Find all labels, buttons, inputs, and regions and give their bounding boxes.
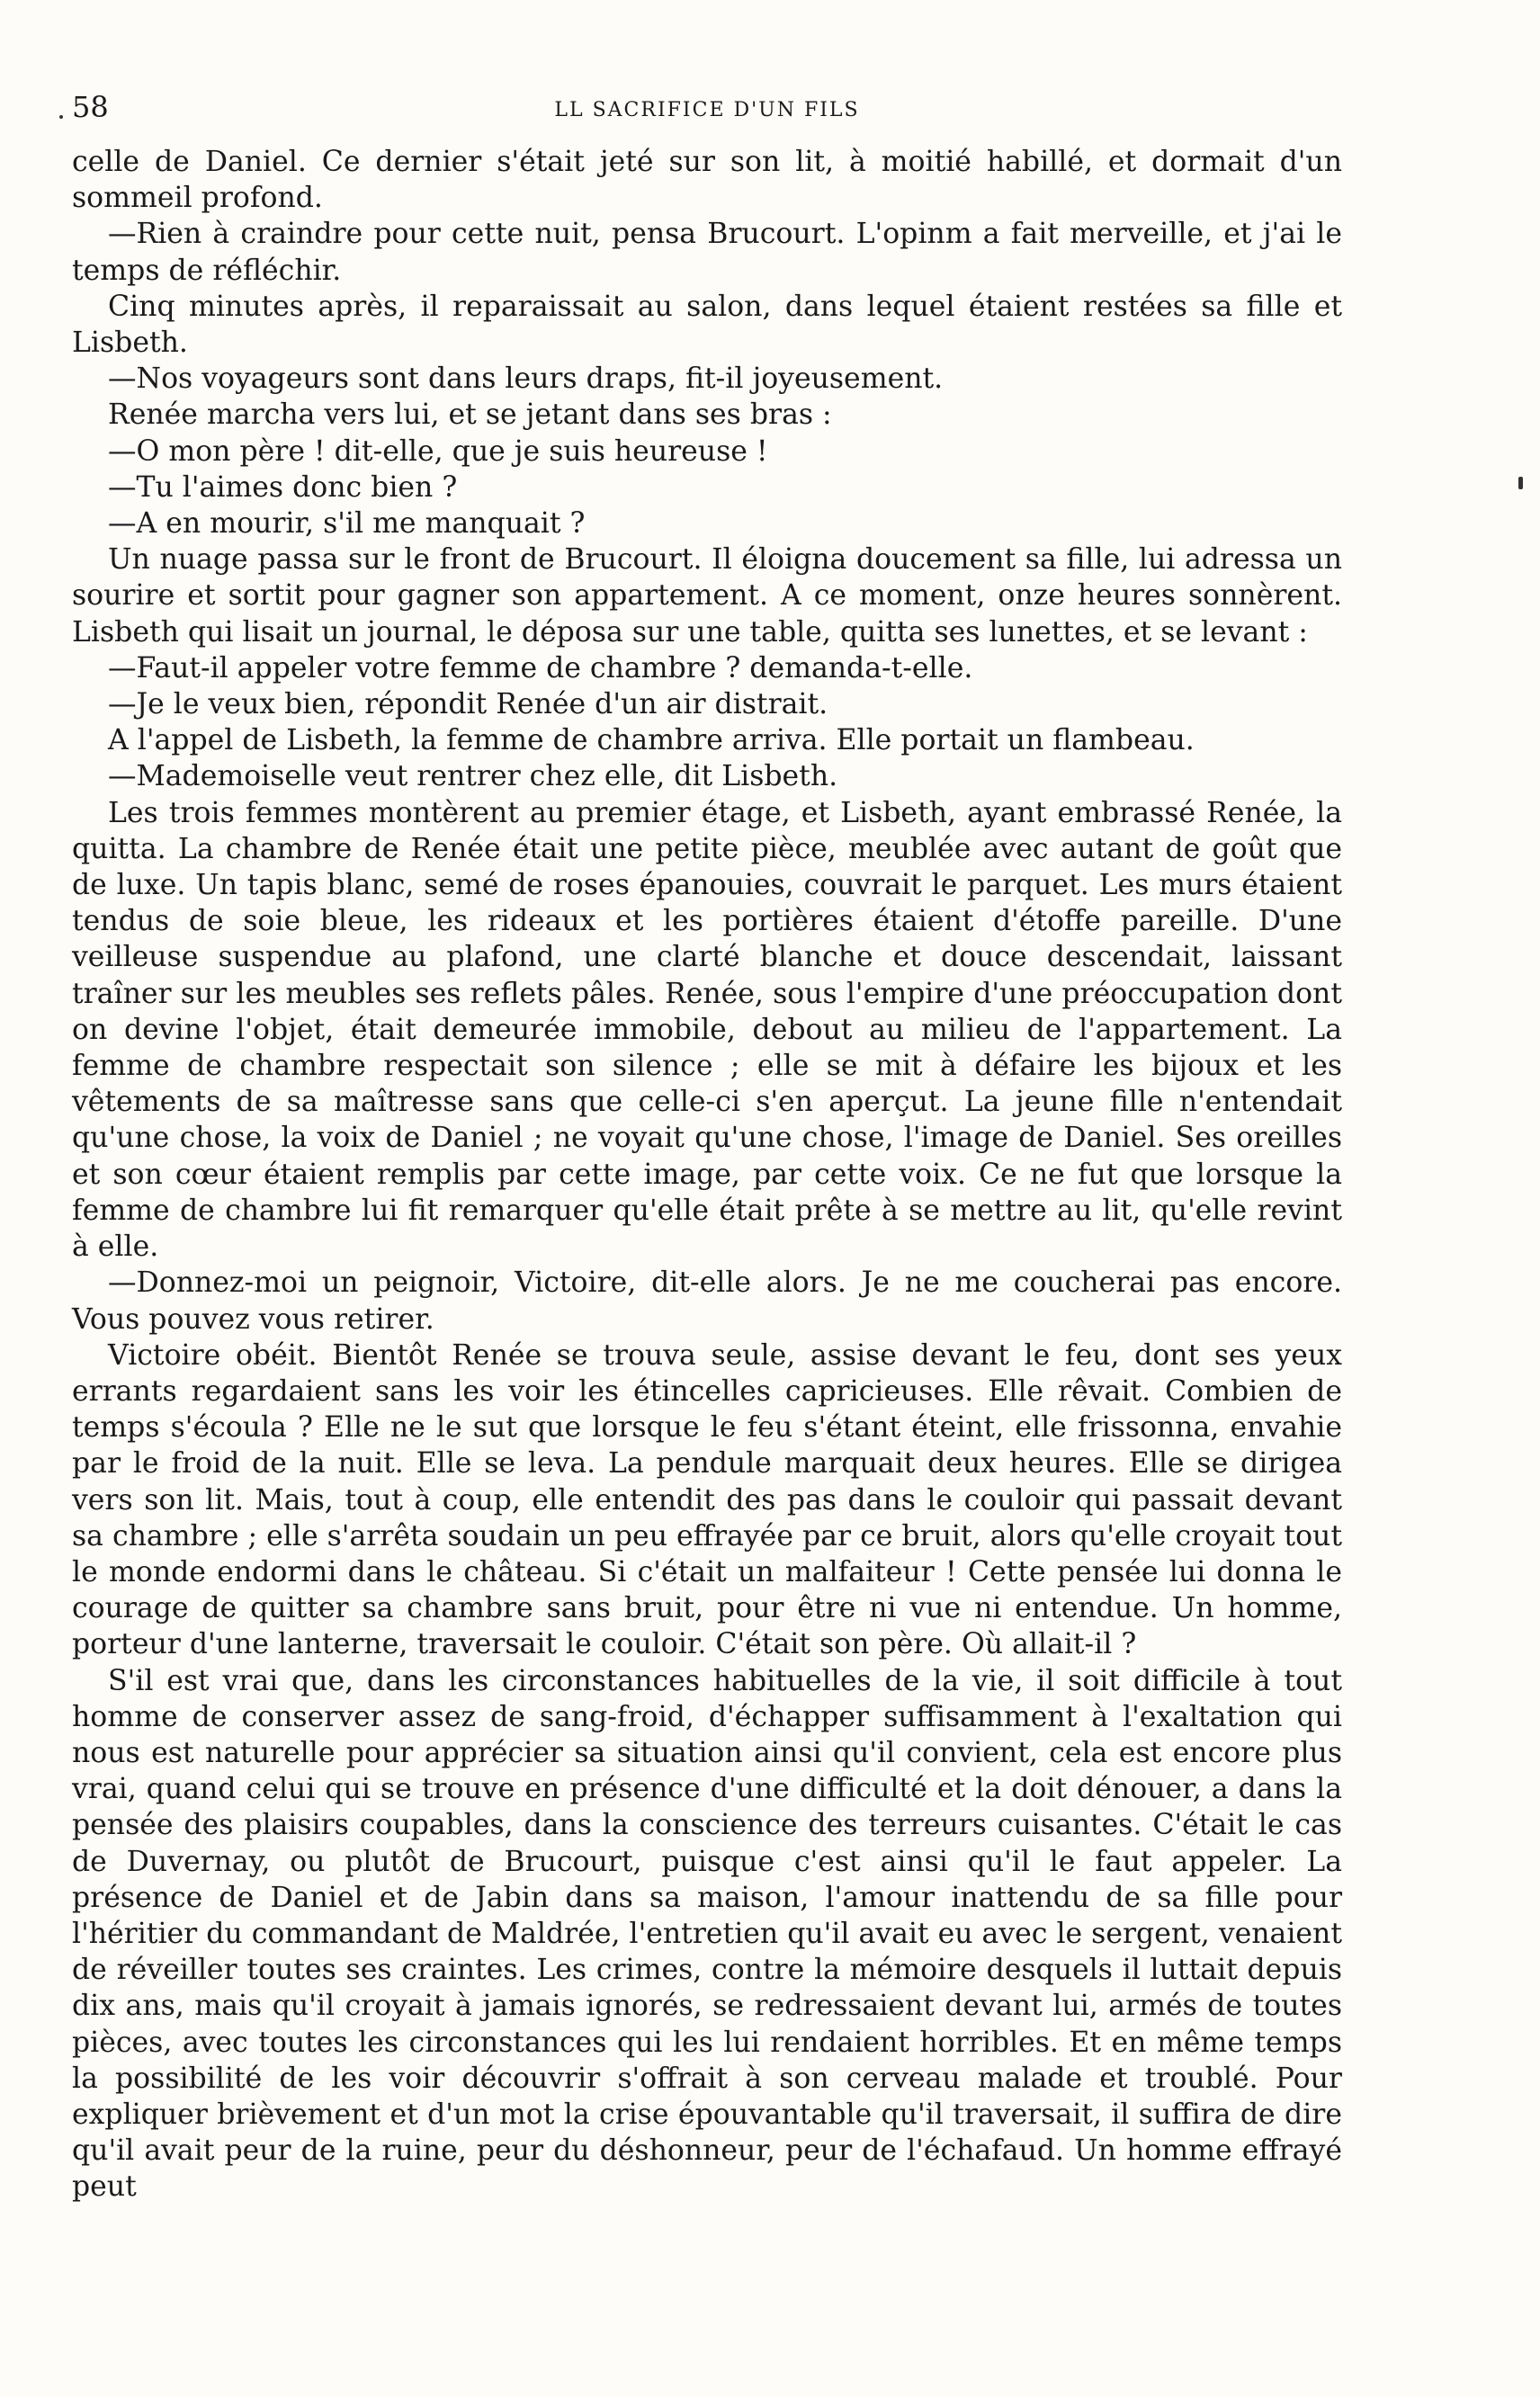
running-title: LL SACRIFICE D'UN FILS [554, 99, 860, 121]
paragraph: —Donnez-moi un peignoir, Victoire, dit-elle alors. Je ne me coucherai pas encore. Vous pouvez vous retirer. [72, 1266, 1342, 1336]
paragraph: S'il est vrai que, dans les circonstances habituelles de la vie, il soit difficile à tout homme de conserver assez de sang-froid, d'échapper suffisamment à l'exaltation qui nous est naturelle pour apprécier sa situation ainsi qu'il convient, cela est encore plus vrai, quand celui qui se trouve en présence d'une difficulté et la doit dénouer, a dans la pensée des plaisirs coupables, dans la conscience des terreurs cuisantes. C'était le cas de Duvernay, ou plutôt de Brucourt, puisque c'est ainsi qu'il le faut appeler. La présence de Daniel et de Jabin dans sa maison, l'amour inattendu de sa fille pour l'héritier du commandant de Maldrée, l'entretien qu'il avait eu avec le sergent, venaient de réveiller toutes ses craintes. Les crimes, contre la mémoire desquels il luttait depuis dix ans, mais qu'il croyait à jamais ignorés, se redressaient devant lui, armés de toutes pièces, avec toutes les circonstances qui les lui rendaient horribles. Et en même temps la possibilité de les voir découvrir s'offrait à son cerveau malade et troublé. Pour expliquer brièvement et d'un mot la crise épouvantable qu'il traversait, il suffira de dire qu'il avait peur de la ruine, peur du déshonneur, peur de l'échafaud. Un homme effrayé peut [72, 1664, 1342, 2204]
paragraph: —Faut-il appeler votre femme de chambre ? demanda-t-elle. [108, 651, 973, 685]
paragraph: celle de Daniel. Ce dernier s'était jeté sur son lit, à moitié habillé, et dormait d'un sommeil profond. [72, 146, 1342, 215]
paragraph: Un nuage passa sur le front de Brucourt. Il éloigna doucement sa fille, lui adressa un sourire et sortit pour gagner son appartement. A ce moment, onze heures sonnèrent. Lisbeth qui lisait un journal, le déposa sur une table, quitta ses lunettes, et se levant : [72, 543, 1342, 649]
paragraph: —Mademoiselle veut rentrer chez elle, dit Lisbeth. [108, 760, 838, 793]
scan-speck [59, 115, 63, 119]
paragraph: Les trois femmes montèrent au premier étage, et Lisbeth, ayant embrassé Renée, la quitta. La chambre de Renée était une petite pièce, meublée avec autant de goût que de luxe. Un tapis blanc, semé de roses épanouies, couvrait le parquet. Les murs étaient tendus de soie bleue, les rideaux et les portières étaient d'étoffe pareille. D'une veilleuse suspendue au plafond, une clarté blanche et douce descendait, laissant traîner sur les meubles ses reflets pâles. Renée, sous l'empire d'une préoccupation dont on devine l'objet, était demeurée immobile, debout au milieu de l'appartement. La femme de chambre respectait son silence ; elle se mit à défaire les bijoux et les vêtements de sa maîtresse sans que celle-ci s'en aperçut. La jeune fille n'entendait qu'une chose, la voix de Daniel ; ne voyait qu'une chose, l'image de Daniel. Ses oreilles et son cœur étaient remplis par cette image, par cette voix. Ce ne fut que lorsque la femme de chambre lui fit remarquer qu'elle était prête à se mettre au lit, qu'elle revint à elle. [72, 796, 1342, 1264]
page-number: 58 [72, 90, 109, 124]
paragraph: —A en mourir, s'il me manquait ? [108, 507, 586, 541]
scan-mark [1518, 477, 1523, 489]
paragraph: —Tu l'aimes donc bien ? [108, 470, 458, 504]
paragraph: Renée marcha vers lui, et se jetant dans ses bras : [108, 398, 832, 432]
document-page [72, 90, 1342, 2206]
paragraph: —Je le veux bien, répondit Renée d'un air distrait. [108, 688, 828, 721]
paragraph: —Rien à craindre pour cette nuit, pensa Brucourt. L'opinm a fait merveille, et j'ai le temps de réfléchir. [72, 218, 1342, 287]
body-text [72, 144, 1342, 2206]
paragraph: Cinq minutes après, il reparaissait au salon, dans lequel étaient restées sa fille et Lisbeth. [72, 290, 1342, 360]
paragraph: A l'appel de Lisbeth, la femme de chambre arriva. Elle portait un flambeau. [108, 724, 1195, 757]
paragraph: —Nos voyageurs sont dans leurs draps, fit-il joyeusement. [108, 362, 944, 396]
paragraph: Victoire obéit. Bientôt Renée se trouva seule, assise devant le feu, dont ses yeux errants regardaient sans les voir les étincelles capricieuses. Elle rêvait. Combien de temps s'écoula ? Elle ne le sut que lorsque le feu s'étant éteint, elle frissonna, envahie par le froid de la nuit. Elle se leva. La pendule marquait deux heures. Elle se dirigea vers son lit. Mais, tout à coup, elle entendit des pas dans le couloir qui passait devant sa chambre ; elle s'arrêta soudain un peu effrayée par ce bruit, alors qu'elle croyait tout le monde endormi dans le château. Si c'était un malfaiteur ! Cette pensée lui donna le courage de quitter sa chambre sans bruit, pour être ni vue ni entendue. Un homme, porteur d'une lanterne, traversait le couloir. C'était son père. Où allait-il ? [72, 1338, 1342, 1661]
paragraph: —O mon père ! dit-elle, que je suis heureuse ! [108, 434, 768, 468]
page-header [72, 90, 1342, 144]
